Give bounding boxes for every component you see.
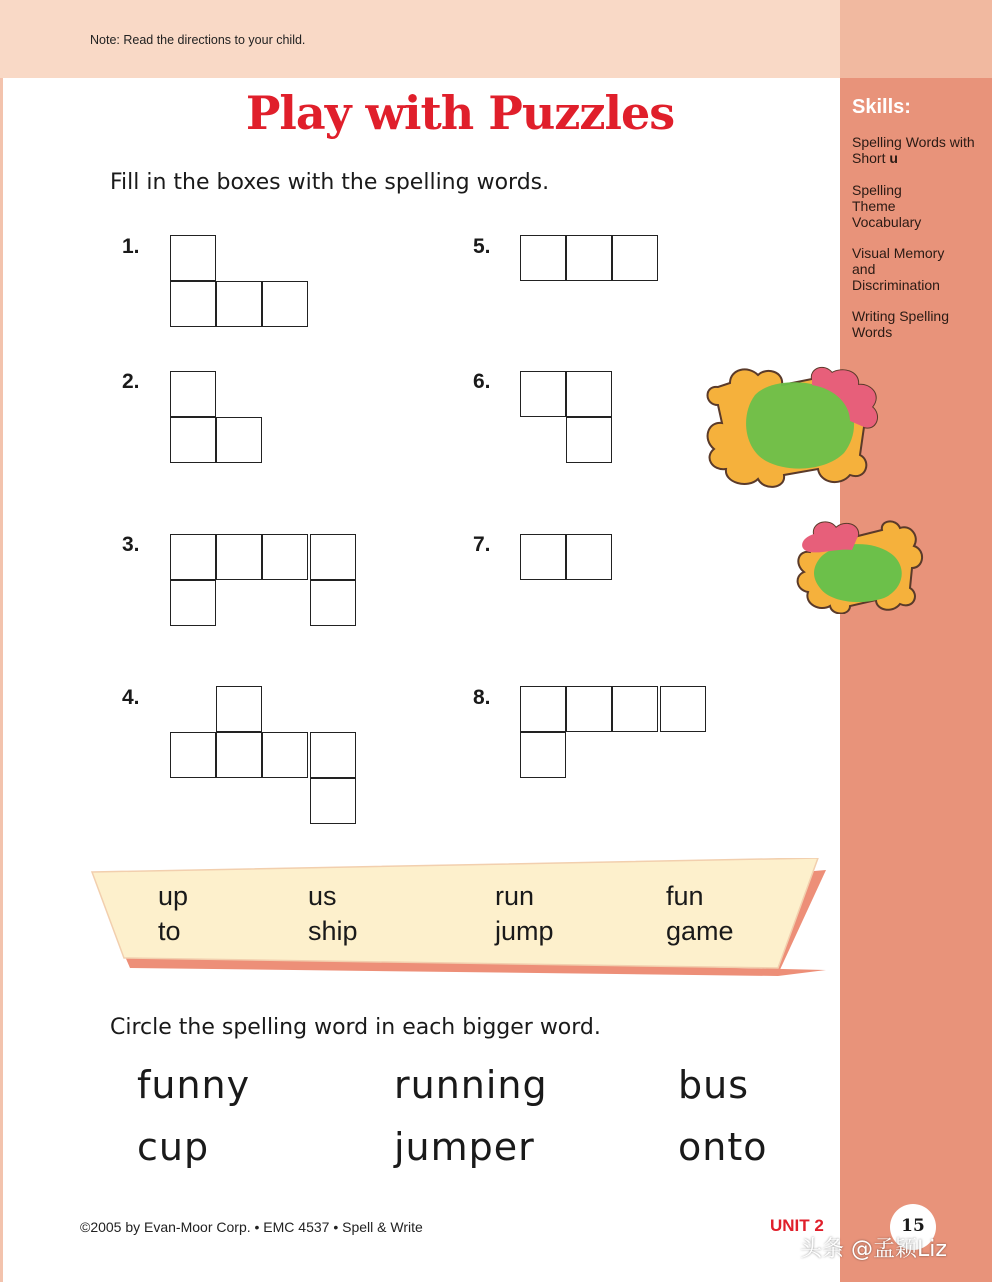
skill-text: Spelling Words with Short [852,134,975,166]
letter-box[interactable] [566,686,612,732]
letter-box[interactable] [216,732,262,778]
letter-box[interactable] [612,686,658,732]
skill-item: Visual Memory and Discrimination [852,245,945,293]
puzzle-number: 6. [473,370,491,393]
left-edge-stripe [0,78,3,1282]
letter-box[interactable] [170,580,216,626]
letter-box[interactable] [262,534,308,580]
puzzle-number: 7. [473,533,491,556]
word-bank-word: fun [666,881,704,911]
puzzle-number: 1. [122,235,140,258]
word-bank-word: to [158,916,181,946]
letter-box[interactable] [310,732,356,778]
letter-box[interactable] [566,235,612,281]
copyright-footer: ©2005 by Evan-Moor Corp. • EMC 4537 • Spell & Write [80,1219,423,1235]
bigger-word[interactable]: cup [137,1125,210,1169]
bigger-word[interactable]: running [394,1063,548,1107]
letter-box[interactable] [170,534,216,580]
bigger-word[interactable]: jumper [394,1125,535,1169]
letter-box[interactable] [170,235,216,281]
letter-box[interactable] [262,281,308,327]
letter-box[interactable] [612,235,658,281]
letter-box[interactable] [520,534,566,580]
page-number: 15 [901,1216,925,1236]
letter-box[interactable] [520,732,566,778]
letter-box[interactable] [520,686,566,732]
letter-box[interactable] [216,281,262,327]
letter-box[interactable] [216,417,262,463]
circle-word-instruction: Circle the spelling word in each bigger word. [110,1015,601,1040]
skill-item: Spelling Theme Vocabulary [852,182,922,230]
letter-box[interactable] [310,534,356,580]
letter-box[interactable] [170,371,216,417]
puzzle-number: 3. [122,533,140,556]
page-title: Play with Puzzles [245,86,675,140]
letter-box[interactable] [310,778,356,824]
skill-bold: u [889,150,898,166]
bigger-word[interactable]: onto [678,1125,768,1169]
header-band-right [840,0,992,78]
letter-box[interactable] [520,235,566,281]
puzzle-number: 8. [473,686,491,709]
letter-box[interactable] [170,732,216,778]
word-bank-word: game [666,916,734,946]
fill-boxes-instruction: Fill in the boxes with the spelling words. [110,170,550,195]
puzzle-number: 2. [122,370,140,393]
letter-box[interactable] [216,534,262,580]
letter-box[interactable] [216,686,262,732]
word-bank-word: jump [495,916,554,946]
letter-box[interactable] [262,732,308,778]
skills-title: Skills: [852,96,911,118]
word-bank-word: run [495,881,535,911]
word-bank-word: up [158,881,189,911]
letter-box[interactable] [566,417,612,463]
letter-box[interactable] [170,281,216,327]
word-bank-word: ship [308,916,358,946]
letter-box[interactable] [520,371,566,417]
letter-box[interactable] [660,686,706,732]
bigger-word[interactable]: funny [137,1063,251,1107]
parent-note: Note: Read the directions to your child. [90,33,306,47]
watermark: 头条 @孟颖Liz [800,1237,947,1262]
letter-box[interactable] [566,371,612,417]
letter-box[interactable] [310,580,356,626]
letter-box[interactable] [170,417,216,463]
puzzle-number: 4. [122,686,140,709]
word-bank-word: us [308,881,337,911]
skill-item: Writing Spelling Words [852,308,950,340]
letter-box[interactable] [566,534,612,580]
puzzle-piece-small-illustration [790,518,930,614]
unit-label: UNIT 2 [770,1216,824,1235]
bigger-word[interactable]: bus [678,1063,750,1107]
puzzle-piece-illustration [700,365,885,490]
puzzle-number: 5. [473,235,491,258]
